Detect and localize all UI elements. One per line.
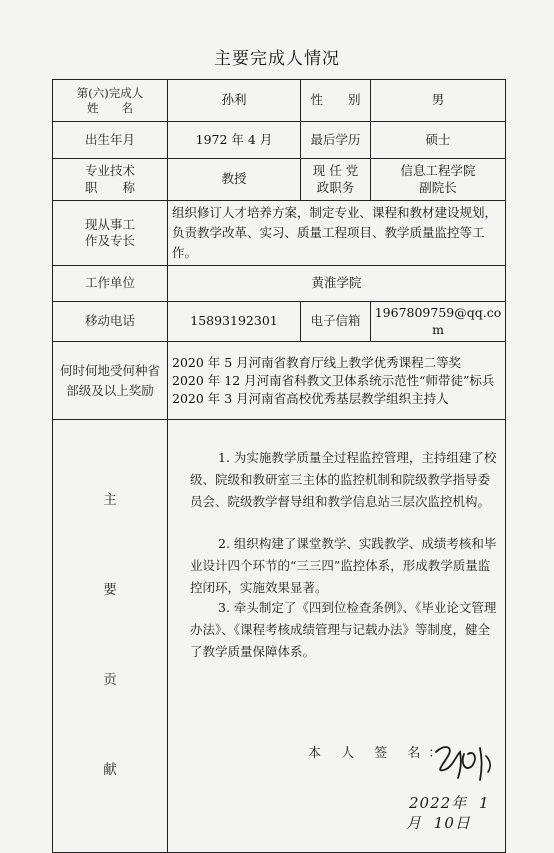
- contribution-label-char: 贡: [103, 672, 117, 689]
- award-item: 2020 年 12 月河南省科教文卫体系统示范性“师带徒”标兵: [172, 372, 495, 388]
- professional-title-value: 教授: [168, 159, 301, 201]
- party-post-value-line2: 副院长: [419, 179, 457, 195]
- professional-title-label: [53, 159, 168, 201]
- party-post-label: [301, 159, 371, 201]
- signature-label: 本 人 签 名：: [308, 746, 450, 761]
- award-item: 2020 年 3 月河南省高校优秀基层教学组织主持人: [172, 390, 449, 406]
- work-specialty-value: 组织修订人才培养方案，制定专业、课程和教材建设规划，负责教学改革、实习、质量工程项目、教学质量监控等工作。: [168, 201, 506, 266]
- awards-label: 何时何地受何种省部级及以上奖励: [53, 342, 168, 420]
- party-post-label-line1: 现 任 党: [312, 163, 359, 179]
- party-post-value: [371, 159, 506, 201]
- name-label-line1: 第(六)完成人: [76, 85, 144, 100]
- contribution-paragraph-3: 3. 牵头制定了《四到位检查条例》、《毕业论文管理办法》、《课程考核成绩管理与记载办法》等制度，健全了教学质量保障体系。: [190, 600, 497, 659]
- professional-title-label-line2: 职 称: [84, 179, 135, 195]
- professional-title-label-line1: 专业技术: [84, 163, 135, 179]
- work-specialty-label-line1: 现从事工: [84, 216, 135, 232]
- handwritten-signature: [430, 738, 500, 784]
- date-day: 10日: [433, 813, 471, 832]
- name-label-line2: 姓 名: [87, 100, 133, 115]
- signature-date: [406, 794, 505, 833]
- education-value: 硕士: [371, 122, 506, 159]
- gender-label: 性 别: [301, 80, 371, 122]
- date-year: 2022年: [409, 794, 468, 812]
- contribution-label-char: 献: [103, 762, 117, 779]
- page-title: 主要完成人情况: [214, 49, 340, 69]
- completer-info-table: [52, 79, 506, 853]
- contribution-label: [53, 420, 168, 853]
- name-label: [53, 80, 168, 122]
- mobile-value: 15893192301: [168, 302, 301, 342]
- award-item: 2020 年 5 月河南省教育厅线上教学优秀课程二等奖: [172, 354, 462, 370]
- contribution-paragraph-1: 1. 为实施教学质量全过程监控管理，主持组建了校级、院级和教研室三主体的监控机制和院级教学指导委员会、院级教学督导组和教学信息站三层次监控机构。: [190, 450, 497, 509]
- awards-value: [168, 342, 506, 420]
- contribution-paragraph-2: 2. 组织构建了课堂教学、实践教学、成绩考核和毕业设计四个环节的“三三四”监控体系，形成教学质量监控闭环，实施效果显著。: [190, 536, 497, 595]
- contribution-label-char: 主: [103, 492, 117, 509]
- name-value: 孙利: [168, 80, 301, 122]
- work-specialty-label: [53, 201, 168, 266]
- email-value: 1967809759@qq.com: [371, 302, 506, 342]
- party-post-value-line1: 信息工程学院: [400, 163, 476, 179]
- date-month: 1 月: [406, 794, 490, 832]
- contribution-label-char: 要: [103, 582, 117, 599]
- work-specialty-label-line2: 作及专长: [84, 233, 135, 248]
- birth-label: 出生年月: [53, 122, 168, 159]
- birth-value: 1972 年 4 月: [168, 122, 301, 159]
- email-label: 电子信箱: [301, 302, 371, 342]
- work-unit-value: 黄淮学院: [168, 266, 506, 302]
- education-label: 最后学历: [301, 122, 371, 159]
- contribution-content: [168, 420, 506, 853]
- party-post-label-line2: 政职务: [316, 179, 355, 195]
- gender-value: 男: [371, 80, 506, 122]
- mobile-label: 移动电话: [53, 302, 168, 342]
- work-unit-label: 工作单位: [53, 266, 168, 302]
